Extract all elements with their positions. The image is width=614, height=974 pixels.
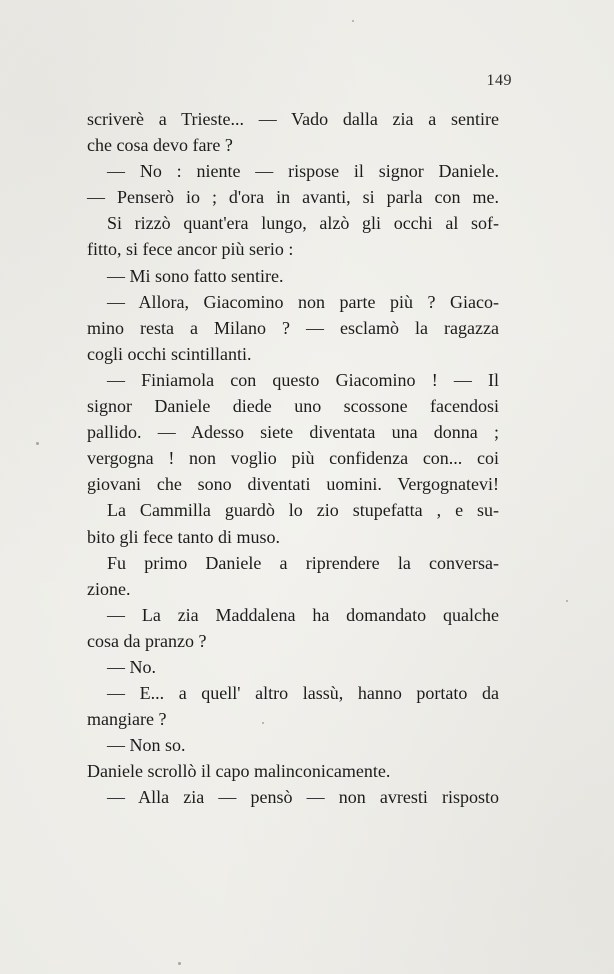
text-line: fitto, si fece ancor più serio : [87,239,294,260]
text-line: La Cammilla guardò lo zio stupefatta , e su- [107,500,499,521]
text-line: — Allora, Giacomino non parte più ? Giaco- [107,291,499,312]
text-line: Si rizzò quant'era lungo, alzò gli occhi al sof- [107,213,499,234]
text-line: vergogna ! non voglio più confidenza con... coi [87,448,499,469]
text-line: Fu primo Daniele a riprendere la conversa- [107,552,499,573]
text-line: mangiare ? [87,709,167,730]
text-line: — No. [107,656,156,677]
text-line: — Penserò io ; d'ora in avanti, si parla con me. [87,187,499,208]
paper-speck [352,20,354,22]
text-line: bito gli fece tanto di muso. [87,526,280,547]
paper-speck [36,442,39,445]
text-line: pallido. — Adesso siete diventata una donna ; [87,422,499,443]
paper-speck [178,962,181,965]
text-line: — La zia Maddalena ha domandato qualche [107,604,499,625]
body-text [87,106,499,811]
text-line: signor Daniele diede uno scossone facendosi [87,396,499,417]
text-line: — Finiamola con questo Giacomino ! — Il [107,369,499,390]
text-line: — Alla zia — pensò — non avresti risposto [107,787,499,808]
text-line: cogli occhi scintillanti. [87,343,252,364]
text-line: Daniele scrollò il capo malinconicamente. [87,761,391,782]
text-line: cosa da pranzo ? [87,630,207,651]
paper-speck [262,722,264,724]
text-line: mino resta a Milano ? — esclamò la ragazza [87,317,499,338]
text-line: — Mi sono fatto sentire. [107,265,284,286]
text-line: giovani che sono diventati uomini. Vergognatevi! [87,474,499,495]
text-line: — Non so. [107,735,186,756]
text-line: — E... a quell' altro lassù, hanno portato da [107,683,499,704]
page-number: 149 [486,72,512,89]
paper-speck [566,600,568,602]
text-line: che cosa devo fare ? [87,135,233,156]
text-line: — No : niente — rispose il signor Daniele. [107,161,499,182]
text-line: scriverè a Trieste... — Vado dalla zia a sentire [87,109,499,129]
text-line: zione. [87,578,131,599]
